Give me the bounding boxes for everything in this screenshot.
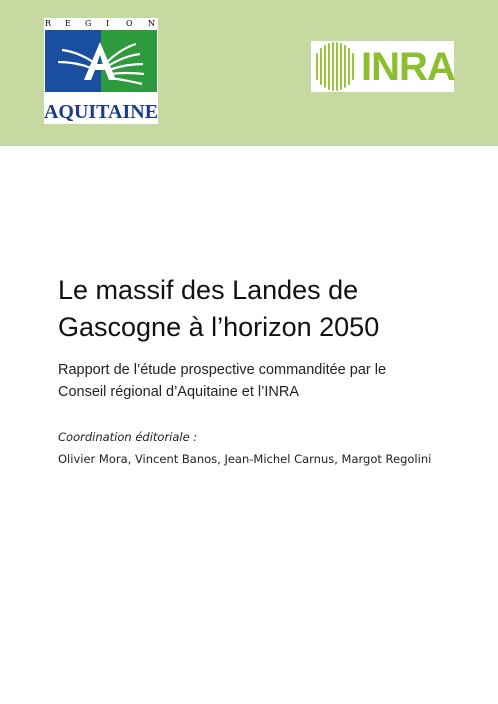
inra-logo (311, 41, 454, 92)
title-line-1: Le massif des Landes de (58, 275, 359, 305)
document-subtitle (58, 359, 458, 403)
region-aquitaine-logo (44, 18, 158, 124)
inra-emblem-icon (313, 41, 359, 92)
subtitle-line-1: Rapport de l’étude prospective commanditée par le (58, 362, 387, 378)
logo-region-word: R E G I O N (45, 19, 155, 28)
inra-logo-text: INRA (361, 45, 455, 89)
header-band (0, 0, 498, 146)
logo-aquitaine-word: AQUITAINE (44, 101, 158, 123)
aquitaine-logo-graphic (44, 18, 158, 124)
document-title (58, 272, 458, 346)
title-line-2: Gascogne à l’horizon 2050 (58, 312, 380, 342)
subtitle-line-2: Conseil régional d’Aquitaine et l’INRA (58, 384, 299, 400)
authors-list: Olivier Mora, Vincent Banos, Jean-Michel Carnus, Margot Regolini (58, 452, 432, 466)
coordination-label: Coordination éditoriale : (58, 430, 198, 444)
